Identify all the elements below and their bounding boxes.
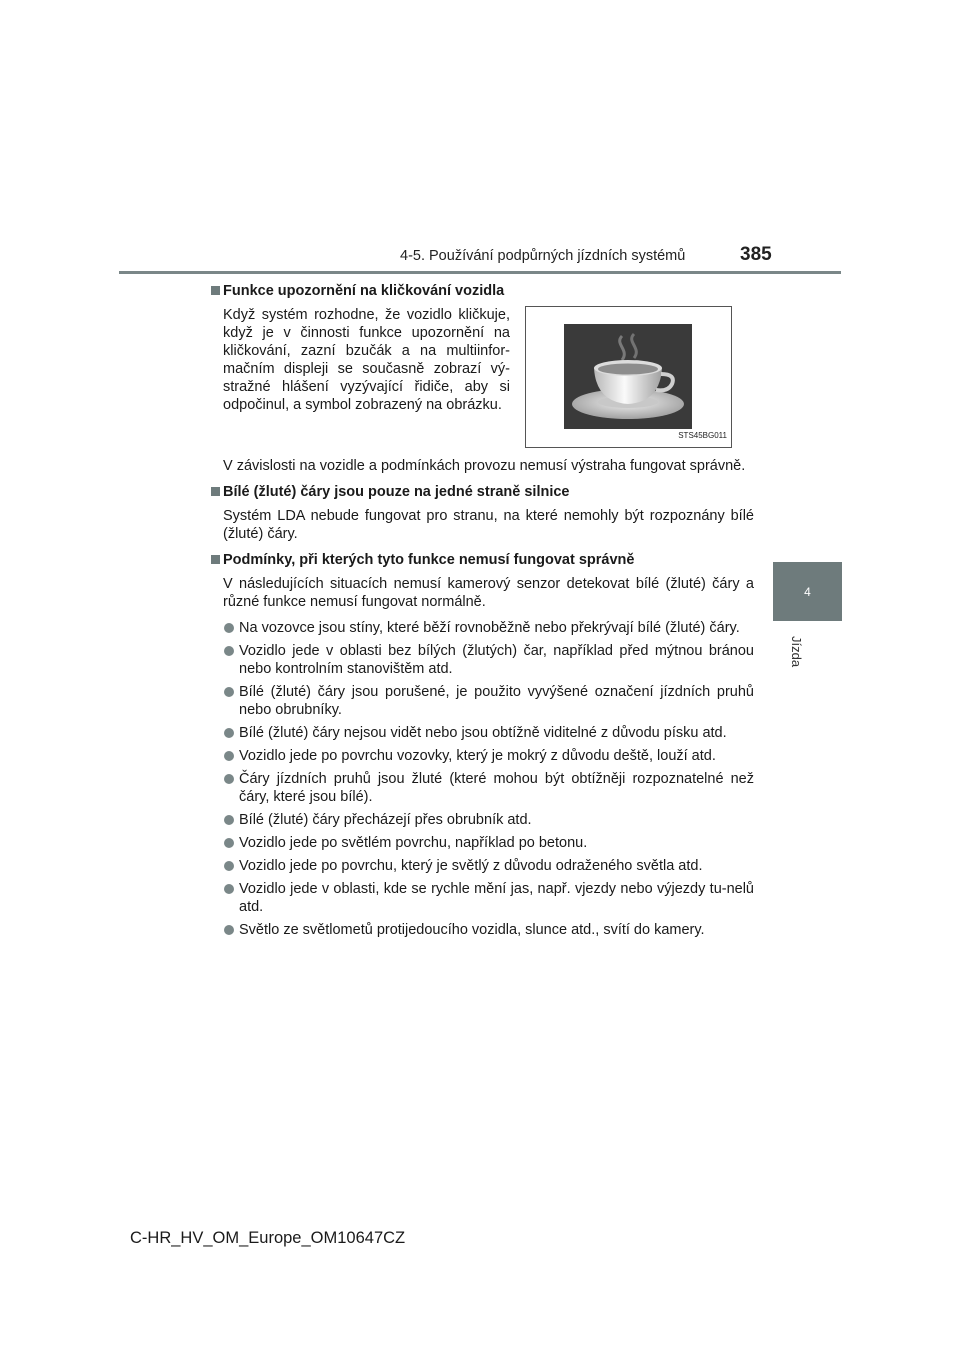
bullet-text: Vozidlo jede v oblasti bez bílých (žlutých) čar, například před mýtnou bránou nebo kontrolním stanovištěm atd. <box>239 643 754 677</box>
bullet-item <box>209 811 754 829</box>
heading-text: Bílé (žluté) čáry jsou pouze na jedné straně silnice <box>223 484 570 500</box>
bullet-dot-icon <box>224 884 234 894</box>
bullet-item <box>209 770 754 806</box>
bullet-item <box>209 921 754 939</box>
heading-text: Funkce upozornění na kličkování vozidla <box>223 283 505 299</box>
bullet-text: Bílé (žluté) čáry jsou porušené, je použito vyvýšené označení jízdních pruhů nebo obrubníky. <box>239 684 754 718</box>
swerve-intro-block <box>209 306 754 451</box>
bullet-item <box>209 724 754 742</box>
chapter-number: 4 <box>804 584 811 599</box>
bullet-item <box>209 880 754 916</box>
section-heading-one-side <box>209 483 754 501</box>
page-content <box>209 282 754 944</box>
bullet-dot-icon <box>224 687 234 697</box>
header-rule <box>119 271 841 274</box>
one-side-text: Systém LDA nebude fungovat pro stranu, na které nemohly být rozpoznány bílé (žluté) čáry. <box>223 508 754 542</box>
bullet-text: Na vozovce jsou stíny, které běží rovnoběžně nebo překrývají bílé (žluté) čáry. <box>239 620 740 636</box>
bullet-text: Vozidlo jede po povrchu, který je světlý z důvodu odraženého světla atd. <box>239 858 703 874</box>
bullet-text: Bílé (žluté) čáry přecházejí přes obrubník atd. <box>239 812 532 828</box>
bullet-text: Vozidlo jede po povrchu vozovky, který je mokrý z důvodu deště, louží atd. <box>239 748 716 764</box>
footer-doc-code: C-HR_HV_OM_Europe_OM10647CZ <box>130 1229 406 1247</box>
bullet-text: Bílé (žluté) čáry nejsou vidět nebo jsou obtížně viditelné z důvodu písku atd. <box>239 725 727 741</box>
swerve-intro-text: Když systém rozhodne, že vozidlo kličkuje, když je v činnosti funkce upozornění na kličkování, zazní bzučák a na multiinfor-mačním displeji se současně zobrazí vý-stražné hlášení vyzývající řidiče, aby si odpočinul, a symbol zobrazený na obrázku. <box>223 307 510 413</box>
bullet-text: Čáry jízdních pruhů jsou žluté (které mohou být obtížněji rozpoznatelné než čáry, které jsou bílé). <box>239 771 754 805</box>
bullet-item <box>209 619 754 637</box>
square-marker-icon <box>211 555 220 564</box>
bullet-item <box>209 683 754 719</box>
bullet-dot-icon <box>224 774 234 784</box>
bullet-item <box>209 857 754 875</box>
bullet-dot-icon <box>224 815 234 825</box>
conditions-intro: V následujících situacích nemusí kamerový senzor detekovat bílé (žluté) čáry a různé funkce nemusí fungovat normálně. <box>223 576 754 610</box>
bullet-item <box>209 747 754 765</box>
bullet-dot-icon <box>224 728 234 738</box>
bullet-item <box>209 834 754 852</box>
swerve-note: V závislosti na vozidle a podmínkách provozu nemusí výstraha fungovat správně. <box>223 458 746 474</box>
bullet-dot-icon <box>224 751 234 761</box>
chapter-tab[interactable] <box>773 562 842 621</box>
bullet-item <box>209 642 754 678</box>
figure-code: STS45BG011 <box>678 431 727 440</box>
bullet-dot-icon <box>224 861 234 871</box>
heading-text: Podmínky, při kterých tyto funkce nemusí fungovat správně <box>223 552 635 568</box>
bullet-text: Vozidlo jede v oblasti, kde se rychle mění jas, např. vjezdy nebo výjezdy tu-nelů atd. <box>239 881 754 915</box>
section-heading-conditions <box>209 551 754 569</box>
swerve-figure <box>525 306 732 448</box>
chapter-label: Jízda <box>789 636 804 668</box>
square-marker-icon <box>211 487 220 496</box>
bullet-text: Vozidlo jede po světlém povrchu, například po betonu. <box>239 835 588 851</box>
bullet-dot-icon <box>224 646 234 656</box>
coffee-cup-icon <box>564 324 692 429</box>
header-section-title: 4-5. Používání podpůrných jízdních systémů <box>400 248 686 264</box>
bullet-dot-icon <box>224 838 234 848</box>
bullet-dot-icon <box>224 925 234 935</box>
page-number: 385 <box>740 244 772 265</box>
display-screen <box>564 324 692 429</box>
square-marker-icon <box>211 286 220 295</box>
bullet-text: Světlo ze světlometů protijedoucího vozidla, slunce atd., svítí do kamery. <box>239 922 705 938</box>
bullet-dot-icon <box>224 623 234 633</box>
section-heading-swerve <box>209 282 754 300</box>
